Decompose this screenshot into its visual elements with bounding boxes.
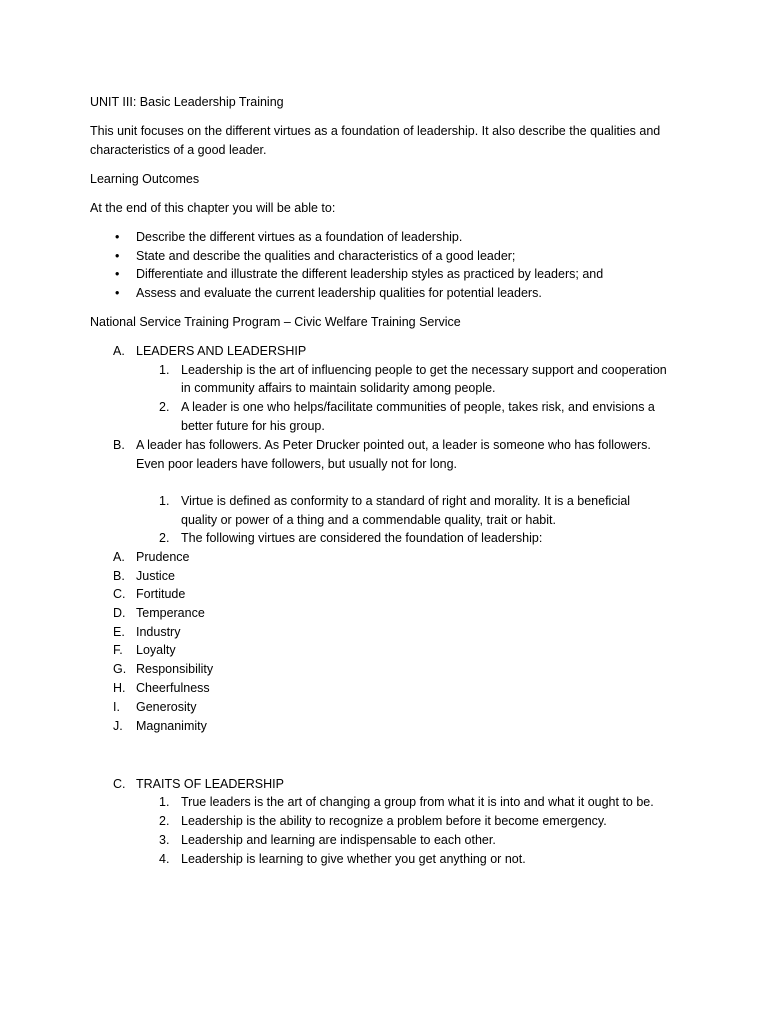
virtue-letter: A. (113, 550, 125, 564)
section-marker: C. (113, 777, 126, 791)
virtue-letter: G. (113, 662, 127, 676)
item-number: 1. (159, 795, 170, 809)
section-heading: TRAITS OF LEADERSHIP (136, 777, 284, 791)
unit-title: UNIT III: Basic Leadership Training (90, 95, 284, 109)
virtue-name: Justice (136, 569, 175, 583)
item-text: quality or power of a thing and a commendable quality, trait or habit. (181, 513, 556, 527)
item-text: Leadership is the ability to recognize a problem before it become emergency. (181, 814, 607, 828)
item-text: better future for his group. (181, 419, 325, 433)
item-number: 1. (159, 363, 170, 377)
item-text: Virtue is defined as conformity to a standard of right and morality. It is a beneficial (181, 494, 631, 508)
section-marker: A. (113, 344, 125, 358)
section-text: Even poor leaders have followers, but usually not for long. (136, 457, 458, 471)
intro-line-1: This unit focuses on the different virtues as a foundation of leadership. It also describe the qualities and (90, 124, 661, 138)
virtue-letter: E. (113, 625, 125, 639)
list-item: Differentiate and illustrate the different leadership styles as practiced by leaders; and (136, 267, 604, 281)
virtue-name: Cheerfulness (136, 681, 210, 695)
bullet-icon: • (115, 249, 120, 263)
learning-outcomes-heading: Learning Outcomes (90, 172, 200, 186)
virtue-letter: H. (113, 681, 126, 695)
virtue-name: Magnanimity (136, 719, 207, 733)
section-marker: B. (113, 438, 125, 452)
item-number: 1. (159, 494, 170, 508)
item-text: Leadership and learning are indispensable to each other. (181, 833, 496, 847)
item-text: The following virtues are considered the foundation of leadership: (181, 531, 543, 545)
virtue-name: Fortitude (136, 587, 186, 601)
intro-line-2: characteristics of a good leader. (90, 143, 267, 157)
item-text: in community affairs to maintain solidarity among people. (181, 381, 496, 395)
item-number: 3. (159, 833, 170, 847)
bullet-icon: • (115, 230, 120, 244)
item-number: 2. (159, 400, 170, 414)
virtue-letter: D. (113, 606, 126, 620)
item-number: 2. (159, 531, 170, 545)
virtue-letter: I. (113, 700, 120, 714)
virtue-name: Loyalty (136, 643, 176, 657)
list-item: Describe the different virtues as a foundation of leadership. (136, 230, 463, 244)
virtue-letter: B. (113, 569, 125, 583)
virtue-name: Responsibility (136, 662, 214, 676)
bullet-icon: • (115, 267, 120, 281)
virtue-name: Prudence (136, 550, 190, 564)
program-title: National Service Training Program – Civic Welfare Training Service (90, 315, 461, 329)
item-number: 2. (159, 814, 170, 828)
section-text: A leader has followers. As Peter Drucker pointed out, a leader is someone who has followers. (136, 438, 651, 452)
virtue-name: Generosity (136, 700, 197, 714)
list-item: Assess and evaluate the current leadership qualities for potential leaders. (136, 286, 542, 300)
section-heading: LEADERS AND LEADERSHIP (136, 344, 307, 358)
item-text: True leaders is the art of changing a group from what it is into and what it ought to be. (181, 795, 654, 809)
virtue-letter: C. (113, 587, 126, 601)
virtue-letter: J. (113, 719, 123, 733)
virtue-name: Temperance (136, 606, 205, 620)
outcomes-intro: At the end of this chapter you will be able to: (90, 201, 336, 215)
item-text: A leader is one who helps/facilitate communities of people, takes risk, and envisions a (181, 400, 655, 414)
item-text: Leadership is learning to give whether you get anything or not. (181, 852, 526, 866)
bullet-icon: • (115, 286, 120, 300)
item-number: 4. (159, 852, 170, 866)
virtue-letter: F. (113, 643, 123, 657)
item-text: Leadership is the art of influencing people to get the necessary support and cooperation (181, 363, 667, 377)
list-item: State and describe the qualities and characteristics of a good leader; (136, 249, 516, 263)
virtue-name: Industry (136, 625, 181, 639)
